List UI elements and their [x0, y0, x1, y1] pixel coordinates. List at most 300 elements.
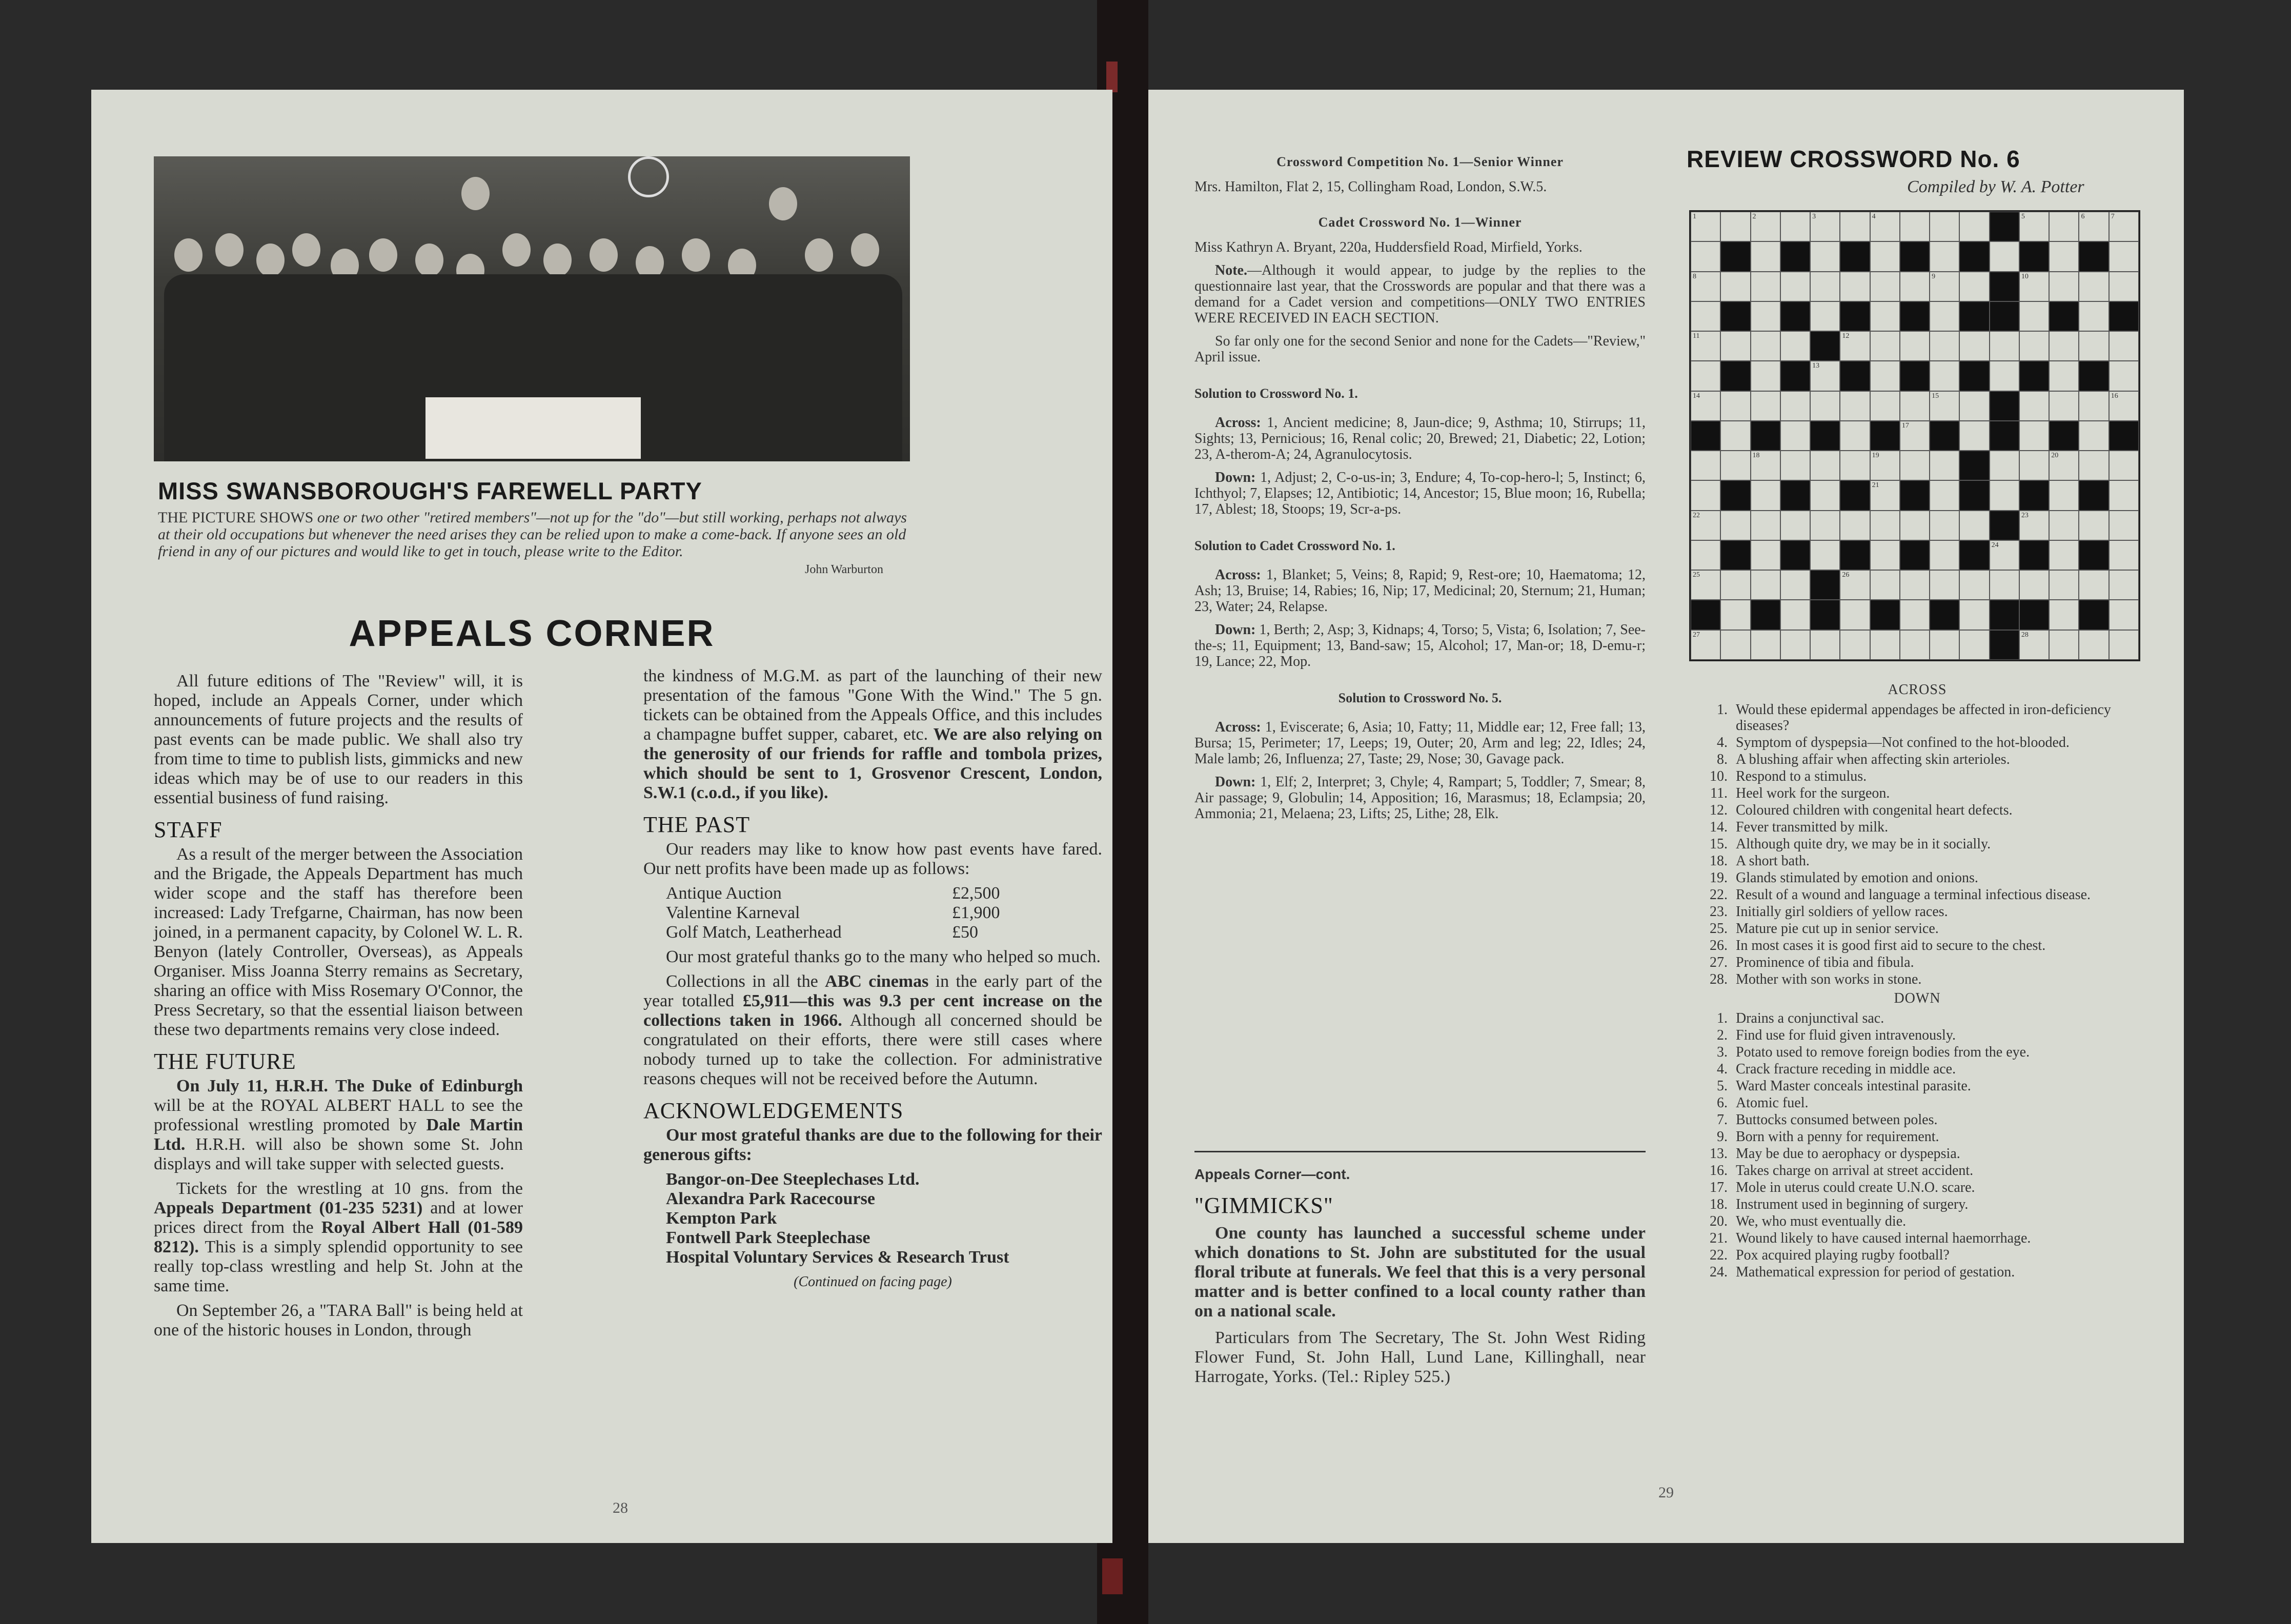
clue-item	[1687, 1044, 2148, 1060]
clue-item	[1687, 1146, 2148, 1162]
crossword-cell	[1959, 331, 1989, 361]
clue-number: 21.	[1710, 1230, 1728, 1246]
crossword-cell	[1900, 391, 1930, 421]
clue-number: 3.	[1717, 1044, 1728, 1060]
clue-text: Ward Master conceals intestinal parasite.	[1736, 1078, 1971, 1094]
continued-note: (Continued on facing page)	[794, 1274, 952, 1290]
crossword-cell	[1751, 451, 1780, 480]
crossword-black-cell	[1720, 361, 1750, 391]
crossword-cell	[1810, 272, 1840, 301]
crossword-cell	[2079, 301, 2108, 331]
past-event-name: Valentine Karneval	[666, 903, 800, 922]
clue-text: Glands stimulated by emotion and onions.	[1736, 870, 1978, 886]
note-paragraph: Note.—Although it would appear, to judge by the replies to the questionnaire last year, that the Crosswords are popular and that there was a demand for a Cadet version and competitions—ONLY TWO ENTRIES WERE RECEIVED IN EACH SECTION.	[1194, 262, 1646, 326]
clue-item	[1687, 1264, 2148, 1280]
past-paragraph: Our readers may like to know how past events have fared. Our nett profits have been made up as follows:	[643, 840, 1102, 878]
past-event-amount: £1,900	[952, 903, 1000, 922]
crossword-cell	[2079, 570, 2108, 600]
crossword-black-cell	[2079, 600, 2108, 630]
crossword-cell	[2109, 391, 2139, 421]
crossword-cell	[2109, 600, 2139, 630]
gimmicks-heading: "GIMMICKS"	[1194, 1193, 1333, 1218]
crossword-cell	[2109, 451, 2139, 480]
clue-text: Coloured children with congenital heart defects.	[1736, 802, 2013, 818]
crossword-cell	[1810, 241, 1840, 271]
past-event-row	[666, 884, 1102, 903]
crossword-black-cell	[1930, 421, 1959, 451]
crossword-cell	[1990, 480, 2019, 510]
crossword-cell-number: 28	[2021, 631, 2029, 639]
solution-cadet-down: Down: 1, Berth; 2, Asp; 3, Kidnaps; 4, Torso; 5, Vista; 6, Isolation; 7, See-the-s; 11, Equipment; 13, Band-saw; 15, Alcohol; 17, Man-or; 18, D-emu-r; 19, Lance; 22, Mop.	[1194, 622, 1646, 669]
crossword-black-cell	[1990, 212, 2019, 241]
crossword-cell	[1810, 361, 1840, 391]
crossword-cell	[1930, 331, 1959, 361]
clue-item	[1687, 768, 2148, 784]
clue-item	[1687, 735, 2148, 750]
clue-text: Find use for fluid given intravenously.	[1736, 1027, 1956, 1043]
past-thanks: Our most grateful thanks go to the many who helped so much.	[666, 947, 1101, 966]
clue-item	[1687, 1061, 2148, 1077]
crossword-cell-number: 27	[1693, 631, 1700, 639]
clue-number: 9.	[1717, 1129, 1728, 1145]
crossword-cell-number: 4	[1872, 213, 1876, 220]
clue-number: 1.	[1717, 702, 1728, 718]
clue-number: 18.	[1710, 853, 1728, 869]
crossword-black-cell	[1930, 600, 1959, 630]
clue-number: 22.	[1710, 1247, 1728, 1263]
crossword-cell	[1930, 480, 1959, 510]
clue-number: 22.	[1710, 887, 1728, 903]
acknowledgement-item: Alexandra Park Racecourse	[666, 1189, 875, 1208]
past-event-row	[666, 923, 1102, 942]
crossword-cell	[1691, 451, 1720, 480]
clue-text: Heel work for the surgeon.	[1736, 785, 1890, 801]
crossword-black-cell	[1840, 241, 1870, 271]
crossword-cell	[2049, 570, 2079, 600]
crossword-cell-number: 18	[1752, 452, 1760, 460]
clue-item	[1687, 921, 2148, 937]
crossword-black-cell	[1900, 361, 1930, 391]
crossword-cell	[1691, 361, 1720, 391]
clue-item	[1687, 1196, 2148, 1212]
crossword-cell	[1751, 241, 1780, 271]
crossword-black-cell	[2049, 301, 2079, 331]
across-heading: ACROSS	[1888, 682, 1947, 698]
clue-item	[1687, 887, 2148, 903]
crossword-cell	[2049, 540, 2079, 570]
gimmicks-bold-paragraph: One county has launched a successful scheme under which donations to St. John are substituted for the usual floral tribute at funerals. We feel that this is a very personal matter and is better confined to a local county rather than on a national scale.	[1194, 1224, 1646, 1321]
crossword-cell	[1780, 421, 1810, 451]
clue-text: Atomic fuel.	[1736, 1095, 1809, 1111]
crossword-cell	[2019, 391, 2049, 421]
crossword-cell	[1720, 272, 1750, 301]
crossword-black-cell	[1900, 301, 1930, 331]
crossword-black-cell	[2079, 361, 2108, 391]
crossword-cell	[1691, 570, 1720, 600]
crossword-cell	[1720, 451, 1750, 480]
solution-cadet-across: Across: 1, Blanket; 5, Veins; 8, Rapid; 9, Rest-ore; 10, Haematoma; 12, Ash; 13, Bruise; 14, Rabies; 16, Nip; 17, Medicinal; 20, Sternum; 21, Human; 23, Water; 24, Relapse.	[1194, 567, 1646, 615]
clue-item	[1687, 702, 2148, 734]
solution-cadet-heading: Solution to Cadet Crossword No. 1.	[1194, 538, 1395, 553]
crossword-cell-number: 8	[1693, 272, 1696, 280]
clue-text: Crack fracture receding in middle ace.	[1736, 1061, 1956, 1077]
past-event-name: Antique Auction	[666, 884, 782, 903]
crossword-black-cell	[1810, 331, 1840, 361]
crossword-cell	[1691, 630, 1720, 660]
crossword-black-cell	[1990, 421, 2019, 451]
crossword-cell-number: 11	[1693, 332, 1700, 340]
crossword-cell	[1990, 540, 2019, 570]
crossword-cell	[1751, 511, 1780, 540]
crossword-cell	[1990, 361, 2019, 391]
crossword-cell	[2049, 630, 2079, 660]
so-far-paragraph: So far only one for the second Senior and none for the Cadets—"Review," April issue.	[1194, 333, 1646, 365]
crossword-cell	[1720, 630, 1750, 660]
clue-item	[1687, 1027, 2148, 1043]
clue-text: Wound likely to have caused internal haemorrhage.	[1736, 1230, 2031, 1246]
crossword-black-cell	[1780, 301, 1810, 331]
crossword-cell	[1720, 331, 1750, 361]
staff-heading: STAFF	[154, 817, 222, 842]
crossword-black-cell	[2109, 421, 2139, 451]
crossword-black-cell	[1900, 241, 1930, 271]
crossword-cell	[2019, 570, 2049, 600]
crossword-cell	[1691, 540, 1720, 570]
clue-item	[1687, 938, 2148, 953]
clue-number: 18.	[1710, 1196, 1728, 1212]
clue-item	[1687, 785, 2148, 801]
crossword-cell	[1751, 361, 1780, 391]
crossword-cell	[1959, 600, 1989, 630]
crossword-black-cell	[1959, 361, 1989, 391]
crossword-cell	[1751, 301, 1780, 331]
crossword-cell	[1720, 421, 1750, 451]
clue-number: 1.	[1717, 1010, 1728, 1026]
crossword-black-cell	[2019, 540, 2049, 570]
crossword-cell	[1900, 600, 1930, 630]
crossword-black-cell	[1840, 480, 1870, 510]
crossword-black-cell	[1870, 421, 1900, 451]
crossword-cell	[1900, 630, 1930, 660]
crossword-cell	[1780, 511, 1810, 540]
crossword-cell	[1751, 480, 1780, 510]
intro-paragraph: All future editions of The "Review" will, it is hoped, include an Appeals Corner, under which announcements of future projects and the results of past events can be made public. We shall also try from time to time to publish lists, gimmicks and new ideas which may be of use to our readers in this essential business of fund raising.	[154, 672, 523, 807]
crossword-cell-number: 17	[1901, 421, 1909, 430]
crossword-cell	[1780, 391, 1810, 421]
crossword-black-cell	[1810, 600, 1840, 630]
crossword-cell-number: 25	[1693, 571, 1700, 579]
crossword-cell	[1930, 212, 1959, 241]
collections-paragraph: Collections in all the ABC cinemas in the early part of the year totalled £5,911—this was 9.3 per cent increase on the collections taken in 1966. Although all concerned should be congratulated on their efforts, there were still cases where nobody turned up to take the collection. For administrative reasons cheques will not be received before the Autumn.	[643, 972, 1102, 1088]
clue-text: Mathematical expression for period of gestation.	[1736, 1264, 2015, 1280]
gimmicks-paragraph: Particulars from The Secretary, The St. John West Riding Flower Fund, St. John Hall, Lund Lane, Killinghall, near Harrogate, Yorks. (Tel.: Ripley 525.)	[1194, 1328, 1646, 1386]
clue-item	[1687, 1213, 2148, 1229]
crossword-cell	[1751, 630, 1780, 660]
crossword-cell	[1810, 391, 1840, 421]
crossword-cell	[2109, 540, 2139, 570]
crossword-cell	[1870, 241, 1900, 271]
past-event-amount: £2,500	[952, 884, 1000, 903]
clue-number: 28.	[1710, 971, 1728, 987]
crossword-grid	[1689, 210, 2140, 661]
crossword-cell	[2079, 272, 2108, 301]
crossword-cell	[1691, 212, 1720, 241]
divider-rule	[1194, 1151, 1646, 1152]
clue-number: 20.	[1710, 1213, 1728, 1229]
crossword-cell	[1870, 540, 1900, 570]
crossword-black-cell	[1959, 301, 1989, 331]
crossword-cell	[2079, 391, 2108, 421]
clue-text: Result of a wound and language a terminal infectious disease.	[1736, 887, 2091, 903]
clue-number: 26.	[1710, 938, 1728, 953]
crossword-cell	[2049, 331, 2079, 361]
crossword-black-cell	[1959, 241, 1989, 271]
crossword-cell-number: 16	[2111, 392, 2118, 400]
crossword-cell	[1751, 570, 1780, 600]
crossword-cell	[1930, 570, 1959, 600]
crossword-black-cell	[1780, 540, 1810, 570]
page-title: APPEALS CORNER	[349, 613, 715, 654]
crossword-cell	[1990, 331, 2019, 361]
clue-number: 14.	[1710, 819, 1728, 835]
crossword-black-cell	[1959, 451, 1989, 480]
clue-item	[1687, 1112, 2148, 1128]
crossword-cell	[1990, 241, 2019, 271]
crossword-cell	[2079, 511, 2108, 540]
crossword-cell	[2019, 421, 2049, 451]
crossword-black-cell	[1840, 361, 1870, 391]
crossword-black-cell	[1990, 630, 2019, 660]
clue-number: 8.	[1717, 752, 1728, 767]
crossword-cell	[1840, 600, 1870, 630]
crossword-cell	[1840, 272, 1870, 301]
photo-title: MISS SWANSBOROUGH'S FAREWELL PARTY	[158, 477, 702, 504]
crossword-cell	[1870, 630, 1900, 660]
crossword-cell-number: 1	[1693, 213, 1696, 220]
crossword-cell	[1720, 600, 1750, 630]
crossword-black-cell	[1870, 600, 1900, 630]
past-events-table	[666, 884, 1102, 942]
crossword-cell-number: 14	[1693, 392, 1700, 400]
column-right	[643, 666, 1102, 1292]
cadet-winner-heading: Cadet Crossword No. 1—Winner	[1318, 215, 1522, 230]
crossword-cell	[2109, 511, 2139, 540]
clue-text: A blushing affair when affecting skin arterioles.	[1736, 752, 2010, 767]
clue-item	[1687, 1010, 2148, 1026]
clue-number: 16.	[1710, 1163, 1728, 1179]
crossword-cell	[1930, 540, 1959, 570]
clue-number: 10.	[1710, 768, 1728, 784]
crossword-cell	[1691, 391, 1720, 421]
crossword-cell	[1810, 630, 1840, 660]
clue-text: Potato used to remove foreign bodies from the eye.	[1736, 1044, 2030, 1060]
crossword-cell	[1870, 391, 1900, 421]
crossword-cell	[2019, 331, 2049, 361]
crossword-cell-number: 5	[2021, 213, 2025, 220]
crossword-cell	[1870, 451, 1900, 480]
clue-number: 13.	[1710, 1146, 1728, 1162]
crossword-black-cell	[1691, 421, 1720, 451]
clue-number: 24.	[1710, 1264, 1728, 1280]
clue-item	[1687, 1180, 2148, 1195]
clue-text: Respond to a stimulus.	[1736, 768, 1867, 784]
crossword-black-cell	[1691, 600, 1720, 630]
acknowledgements-list	[666, 1170, 1102, 1267]
crossword-black-cell	[1990, 391, 2019, 421]
clue-number: 23.	[1710, 904, 1728, 920]
crossword-cell	[1870, 301, 1900, 331]
clue-item	[1687, 1078, 2148, 1094]
crossword-black-cell	[2019, 241, 2049, 271]
clue-number: 11.	[1710, 785, 1728, 801]
clue-item	[1687, 836, 2148, 852]
crossword-black-cell	[2109, 301, 2139, 331]
clue-number: 2.	[1717, 1027, 1728, 1043]
crossword-cell	[1780, 272, 1810, 301]
crossword-cell	[1840, 421, 1870, 451]
crossword-cell	[1870, 480, 1900, 510]
crossword-cell	[1930, 361, 1959, 391]
clue-text: Instrument used in beginning of surgery.	[1736, 1196, 1969, 1212]
future-heading: THE FUTURE	[154, 1049, 296, 1074]
crossword-cell	[2109, 272, 2139, 301]
crossword-black-cell	[1990, 600, 2019, 630]
solution-1-across: Across: 1, Ancient medicine; 8, Jaun-dice; 9, Asthma; 10, Stirrups; 11, Sights; 13, Pernicious; 16, Renal colic; 20, Brewed; 21, Diabetic; 22, Lotion; 23, A-therom-A; 24, Agranulocytosis.	[1194, 415, 1646, 462]
crossword-cell	[1900, 272, 1930, 301]
past-event-amount: £50	[952, 923, 978, 942]
crossword-cell	[1691, 331, 1720, 361]
clue-text: Takes charge on arrival at street accident.	[1736, 1163, 1974, 1179]
crossword-cell	[1900, 451, 1930, 480]
photo-caption: THE PICTURE SHOWS one or two other "retired members"—not up for the "do"—but still working, perhaps not always at their old occupations but whenever the need arises they can be relied upon to make a come-back. If anyone sees an old friend in any of our pictures and would like to get in touch, please write to the Editor.	[158, 509, 907, 560]
cadet-winner-text: Miss Kathryn A. Bryant, 220a, Huddersfield Road, Mirfield, Yorks.	[1194, 239, 1583, 255]
crossword-black-cell	[2079, 540, 2108, 570]
crossword-cell	[1900, 331, 1930, 361]
crossword-cell	[1990, 570, 2019, 600]
crossword-cell	[2019, 511, 2049, 540]
clue-number: 4.	[1717, 735, 1728, 750]
crossword-cell-number: 9	[1932, 272, 1936, 280]
crossword-cell	[1959, 212, 1989, 241]
crossword-cell	[1691, 511, 1720, 540]
crossword-black-cell	[2019, 480, 2049, 510]
crossword-black-cell	[1780, 241, 1810, 271]
clue-text: Fever transmitted by milk.	[1736, 819, 1889, 835]
crossword-black-cell	[1840, 301, 1870, 331]
crossword-cell-number: 7	[2111, 213, 2115, 220]
clue-number: 15.	[1710, 836, 1728, 852]
crossword-black-cell	[1990, 511, 2019, 540]
crossword-cell	[2079, 331, 2108, 361]
clue-text: Born with a penny for requirement.	[1736, 1129, 1939, 1145]
crossword-black-cell	[1751, 600, 1780, 630]
clue-item	[1687, 870, 2148, 886]
crossword-cell	[1720, 570, 1750, 600]
crossword-cell	[1720, 212, 1750, 241]
crossword-cell	[2109, 480, 2139, 510]
crossword-cell	[2079, 630, 2108, 660]
crossword-cell	[2079, 421, 2108, 451]
clue-number: 7.	[1717, 1112, 1728, 1128]
crossword-cell	[2109, 570, 2139, 600]
clue-text: Would these epidermal appendages be affected in iron-deficiency diseases?	[1736, 702, 2111, 734]
crossword-cell	[1691, 301, 1720, 331]
crossword-cell	[1930, 391, 1959, 421]
crossword-cell	[1840, 212, 1870, 241]
crossword-cell	[1751, 540, 1780, 570]
clue-item	[1687, 1230, 2148, 1246]
crossword-cell	[1930, 451, 1959, 480]
crossword-black-cell	[2079, 241, 2108, 271]
crossword-cell	[1900, 570, 1930, 600]
clue-item	[1687, 955, 2148, 970]
clue-number: 4.	[1717, 1061, 1728, 1077]
acknowledgement-item: Fontwell Park Steeplechase	[666, 1228, 870, 1247]
crossword-cell	[1780, 570, 1810, 600]
right-column	[1194, 154, 1646, 829]
crossword-cell	[1959, 421, 1989, 451]
gimmicks-section	[1194, 1166, 1646, 1394]
crossword-black-cell	[1810, 570, 1840, 600]
crossword-cell	[1900, 421, 1930, 451]
crossword-cell	[2049, 272, 2079, 301]
column-left	[154, 672, 523, 1345]
crossword-cell	[1930, 511, 1959, 540]
crossword-black-cell	[2019, 361, 2049, 391]
crossword-cell	[2109, 331, 2139, 361]
clue-number: 25.	[1710, 921, 1728, 937]
crossword-cell-number: 19	[1872, 452, 1879, 460]
crossword-cell	[2109, 630, 2139, 660]
clue-number: 27.	[1710, 955, 1728, 970]
crossword-cell	[1959, 391, 1989, 421]
tara-paragraph: the kindness of M.G.M. as part of the launching of their new presentation of the famous "Gone With the Wind." The 5 gn. tickets can be obtained from the Appeals Office, and this includes a champagne buffet supper, cabaret, etc. We are also relying on the generosity of our friends for raffle and tombola prizes, which should be sent to 1, Grosvenor Crescent, London, S.W.1 (c.o.d., if you like).	[643, 666, 1102, 802]
crossword-cell	[1691, 272, 1720, 301]
crossword-cell	[1810, 511, 1840, 540]
crossword-cell	[1810, 451, 1840, 480]
crossword-cell	[1930, 272, 1959, 301]
crossword-black-cell	[1959, 540, 1989, 570]
acknowledgement-item: Bangor-on-Dee Steeplechases Ltd.	[666, 1170, 920, 1189]
crossword-cell-number: 22	[1693, 511, 1700, 519]
photo-credit: John Warburton	[805, 563, 883, 576]
crossword-cell	[1840, 511, 1870, 540]
crossword-cell-number: 23	[2021, 511, 2029, 519]
crossword-cell	[1751, 391, 1780, 421]
clue-item	[1687, 752, 2148, 767]
appeals-cont-label: Appeals Corner—cont.	[1194, 1166, 1350, 1182]
page-number-left: 28	[613, 1499, 628, 1516]
staff-paragraph: As a result of the merger between the Association and the Brigade, the Appeals Department has much wider scope and the staff has therefore been increased: Lady Trefgarne, Chairman, has now been joined, in a permanent capacity, by Colonel W. L. R. Benyon (lately Controller, Overseas), as Appeals Organiser. Miss Joanna Sterry remains as Secretary, sharing an office with Miss Rosemary O'Connor, the Press Secretary, so that the essential liaison between these two departments remains very close indeed.	[154, 845, 523, 1039]
crossword-cell-number: 15	[1932, 392, 1939, 400]
crossword-black-cell	[1720, 301, 1750, 331]
crossword-black-cell	[2079, 480, 2108, 510]
clue-text: Mother with son works in stone.	[1736, 971, 1922, 987]
clue-number: 6.	[1717, 1095, 1728, 1111]
crossword-cell	[1870, 570, 1900, 600]
crossword-cell	[1840, 391, 1870, 421]
crossword-cell	[2019, 272, 2049, 301]
solution-5-down: Down: 1, Elf; 2, Interpret; 3, Chyle; 4, Rampart; 5, Toddler; 7, Smear; 8, Air passage; 9, Globulin; 14, Apposition; 16, Marasmus; 18, Eclampsia; 20, Ammonia; 21, Melaena; 23, Lifts; 25, Lithe; 28, Elk.	[1194, 774, 1646, 822]
crossword-cell	[2049, 361, 2079, 391]
clue-text: May be due to aerophacy or dyspepsia.	[1736, 1146, 1960, 1162]
future-paragraph-3: On September 26, a "TARA Ball" is being held at one of the historic houses in London, through	[154, 1301, 523, 1339]
crossword-cell	[1780, 212, 1810, 241]
crossword-cell	[1959, 570, 1989, 600]
crossword-cell	[2109, 361, 2139, 391]
clue-text: We, who must eventually die.	[1736, 1213, 1907, 1229]
down-heading: DOWN	[1894, 990, 1941, 1006]
